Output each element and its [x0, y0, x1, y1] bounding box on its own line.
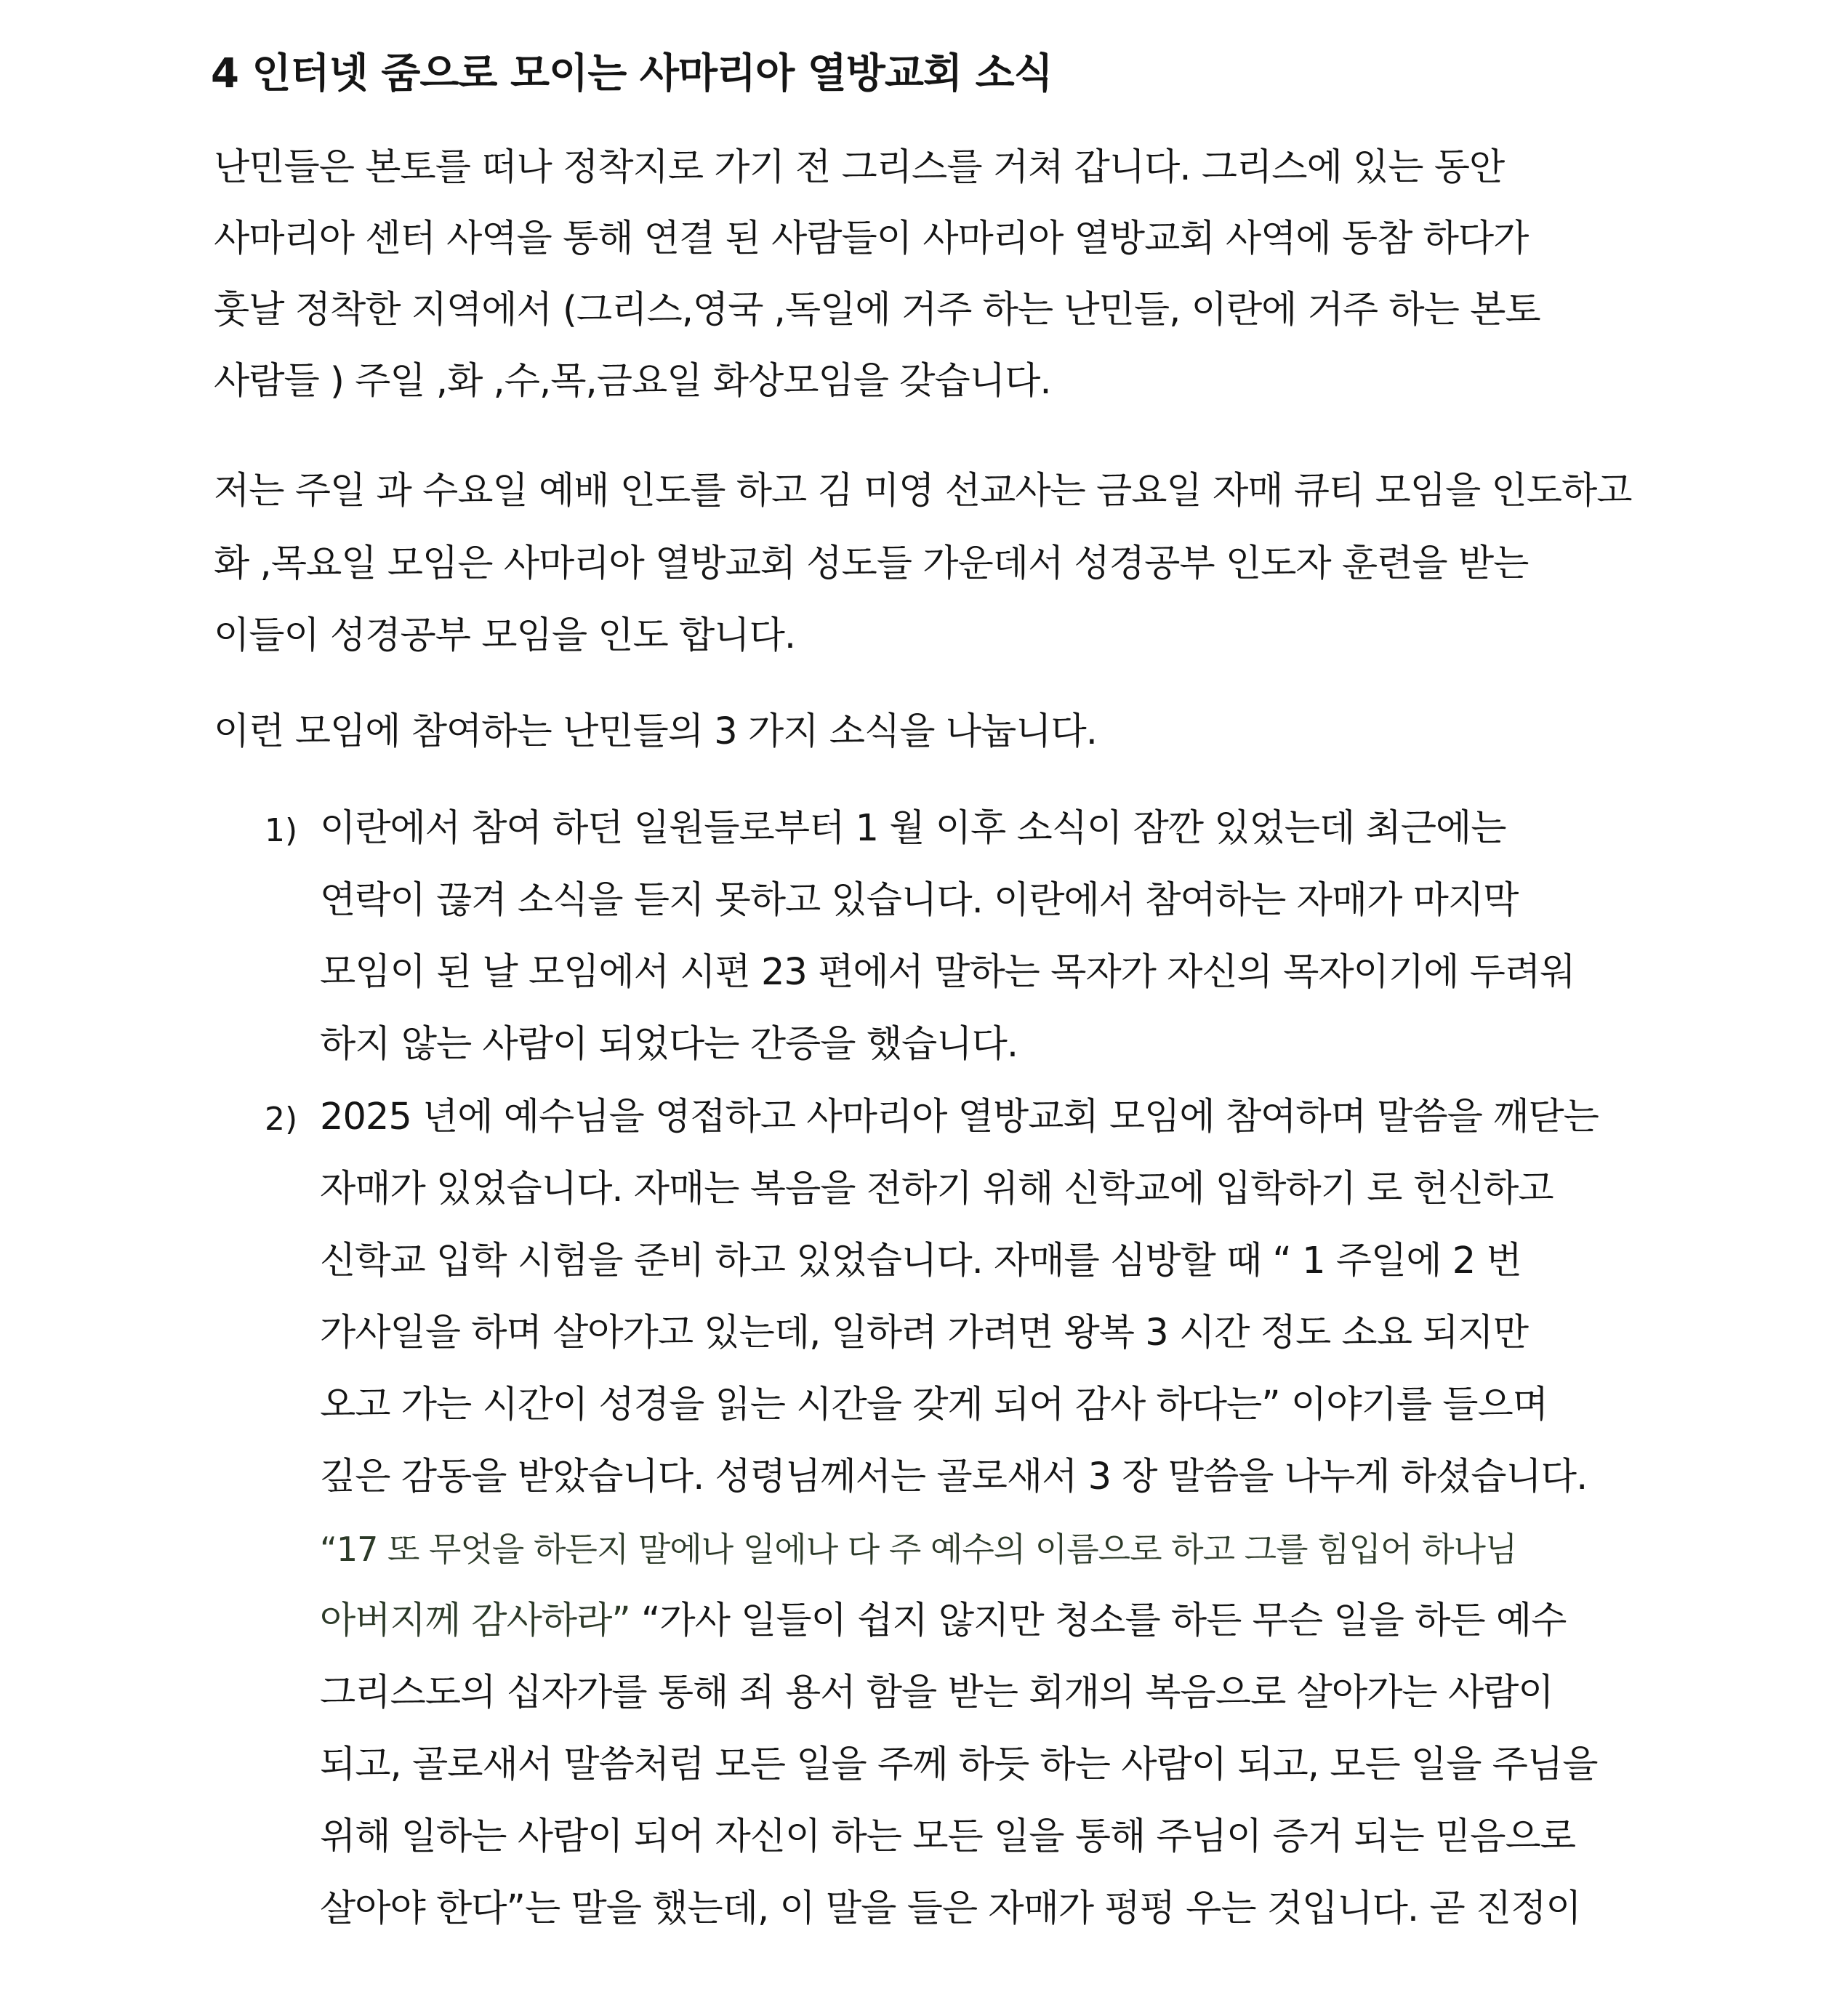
- list-number-2: 2): [265, 1101, 298, 1138]
- paragraph2-line: 화 ,목요일 모임은 사마리아 열방교회 성도들 가운데서 성경공부 인도자 훈련을 받는: [214, 542, 1529, 585]
- item2-line: 살아야 한다”는 말을 했는데, 이 말을 들은 자매가 펑펑 우는 것입니다. 곧 진정이: [320, 1887, 1581, 1930]
- scripture-quote-line: “17 또 무엇을 하든지 말에나 일에나 다 주 예수의 이름으로 하고 그를 힘입어 하나님: [320, 1530, 1517, 1569]
- item2-line-continuation: “가사 일들이 쉽지 않지만 청소를 하든 무슨 일을 하든 예수: [630, 1599, 1567, 1642]
- item2-line: 가사일을 하며 살아가고 있는데, 일하려 가려면 왕복 3 시간 정도 소요 되지만: [320, 1312, 1528, 1354]
- item2-line: [320, 1596, 1566, 1647]
- scripture-quote-end: 아버지께 감사하라”: [320, 1599, 630, 1642]
- paragraph2-line: 이들이 성경공부 모임을 인도 합니다.: [214, 614, 796, 657]
- paragraph1-line: 난민들은 본토를 떠나 정착지로 가기 전 그리스를 거쳐 갑니다. 그리스에 있는 동안: [214, 146, 1505, 189]
- item2-line: 되고, 골로새서 말씀처럼 모든 일을 주께 하듯 하는 사람이 되고, 모든 일을 주님을: [320, 1743, 1598, 1786]
- item1-line: 모임이 된 날 모임에서 시편 23 편에서 말하는 목자가 자신의 목자이기에 두려워: [320, 951, 1575, 994]
- item2-line: 신학교 입학 시험을 준비 하고 있었습니다. 자매를 심방할 때 “ 1 주일에 2 번: [320, 1240, 1522, 1282]
- paragraph1-line: 사마리아 센터 사역을 통해 연결 된 사람들이 사마리아 열방교회 사역에 동참 하다가: [214, 217, 1529, 260]
- item1-line: 연락이 끊겨 소식을 듣지 못하고 있습니다. 이란에서 참여하는 자매가 마지막: [320, 879, 1519, 922]
- item2-line: 위해 일하는 사람이 되어 자신이 하는 모든 일을 통해 주님이 증거 되는 믿음으로: [320, 1815, 1576, 1858]
- item2-line: 자매가 있었습니다. 자매는 복음을 전하기 위해 신학교에 입학하기 로 헌신하고: [320, 1168, 1553, 1210]
- item2-line: 2025 년에 예수님을 영접하고 사마리아 열방교회 모임에 참여하며 말씀을 깨닫는: [320, 1096, 1599, 1138]
- paragraph2-line: 저는 주일 과 수요일 예배 인도를 하고 김 미영 선교사는 금요일 자매 큐티 모임을 인도하고: [214, 470, 1632, 513]
- paragraph3-line: 이런 모임에 참여하는 난민들의 3 가지 소식을 나눕니다.: [214, 710, 1097, 753]
- section-heading: 4 인터넷 줌으로 모이는 사마리아 열방교회 소식: [211, 50, 1053, 97]
- list-number-1: 1): [265, 812, 298, 849]
- item2-line: 오고 가는 시간이 성경을 읽는 시간을 갖게 되어 감사 하다는” 이야기를 들으며: [320, 1384, 1548, 1426]
- item1-line: 하지 않는 사람이 되었다는 간증을 했습니다.: [320, 1023, 1018, 1066]
- paragraph1-line: 사람들 ) 주일 ,화 ,수,목,금요일 화상모임을 갖습니다.: [214, 360, 1051, 403]
- item2-line: 그리스도의 십자가를 통해 죄 용서 함을 받는 회개의 복음으로 살아가는 사람이: [320, 1671, 1553, 1714]
- paragraph1-line: 훗날 정착한 지역에서 (그리스,영국 ,독일에 거주 하는 난민들, 이란에 거주 하는 본토: [214, 289, 1540, 332]
- item1-line: 이란에서 참여 하던 일원들로부터 1 월 이후 소식이 잠깐 있었는데 최근에는: [320, 807, 1506, 850]
- item2-line: 깊은 감동을 받았습니다. 성령님께서는 골로새서 3 장 말씀을 나누게 하셨습니다.: [320, 1455, 1588, 1498]
